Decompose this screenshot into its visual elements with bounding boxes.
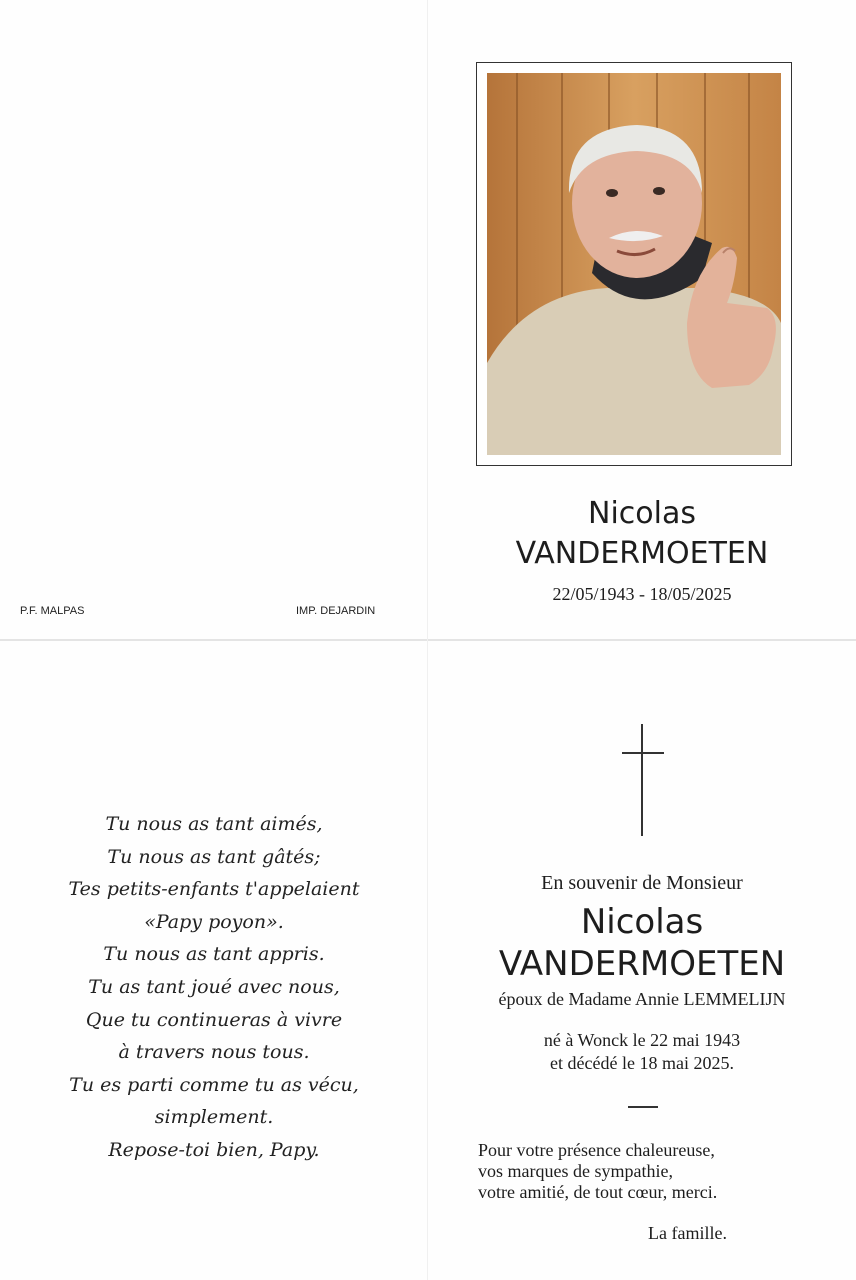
cross-icon	[622, 724, 664, 836]
poem-line: Tes petits-enfants t'appelaient	[68, 878, 360, 901]
vertical-fold	[427, 0, 428, 1280]
poem-line: Tu nous as tant gâtés;	[107, 845, 321, 868]
poem-line: simplement.	[154, 1106, 274, 1129]
thanks-line: votre amitié, de tout cœur, merci.	[478, 1182, 718, 1202]
poem-panel	[0, 640, 428, 1280]
in-memory-heading: En souvenir de Monsieur	[541, 872, 743, 894]
inner-last-name: VANDERMOETEN	[498, 944, 786, 984]
portrait-frame	[476, 62, 792, 466]
poem-line: à travers nous tous.	[118, 1041, 310, 1064]
deceased-last-name: VANDERMOETEN	[515, 536, 769, 571]
portrait-photo	[487, 73, 781, 455]
poem-line: Repose-toi bien, Papy.	[108, 1138, 320, 1161]
memorial-text-panel	[428, 640, 856, 1280]
birth-line: né à Wonck le 22 mai 1943	[543, 1030, 741, 1050]
back-cover-panel	[0, 0, 428, 640]
horizontal-fold	[0, 639, 856, 641]
poem-line: Tu nous as tant appris.	[103, 943, 325, 966]
life-dates: 22/05/1943 - 18/05/2025	[552, 584, 732, 604]
thanks-message	[478, 1140, 838, 1203]
poem-line: Tu nous as tant aimés,	[105, 813, 323, 835]
portrait-illustration	[487, 73, 781, 455]
front-cover-panel	[428, 0, 856, 640]
divider	[628, 1106, 658, 1108]
death-line: et décédé le 18 mai 2025.	[550, 1053, 734, 1073]
poem-line: Tu as tant joué avec nous,	[88, 975, 340, 998]
printer-credit: IMP. DEJARDIN	[296, 605, 376, 617]
inner-first-name: Nicolas	[580, 902, 704, 942]
poem-line: Que tu continueras à vivre	[85, 1008, 343, 1031]
family-signature: La famille.	[648, 1223, 727, 1243]
poem-line: «Papy poyon».	[144, 910, 284, 933]
thanks-line: Pour votre présence chaleureuse,	[478, 1140, 715, 1160]
poem	[0, 808, 428, 1167]
funeral-home-credit: P.F. MALPAS	[20, 605, 85, 617]
deceased-first-name: Nicolas	[588, 496, 696, 531]
spouse-line: époux de Madame Annie LEMMELIJN	[498, 989, 786, 1009]
poem-line: Tu es parti comme tu as vécu,	[69, 1073, 359, 1096]
thanks-line: vos marques de sympathie,	[478, 1161, 673, 1181]
